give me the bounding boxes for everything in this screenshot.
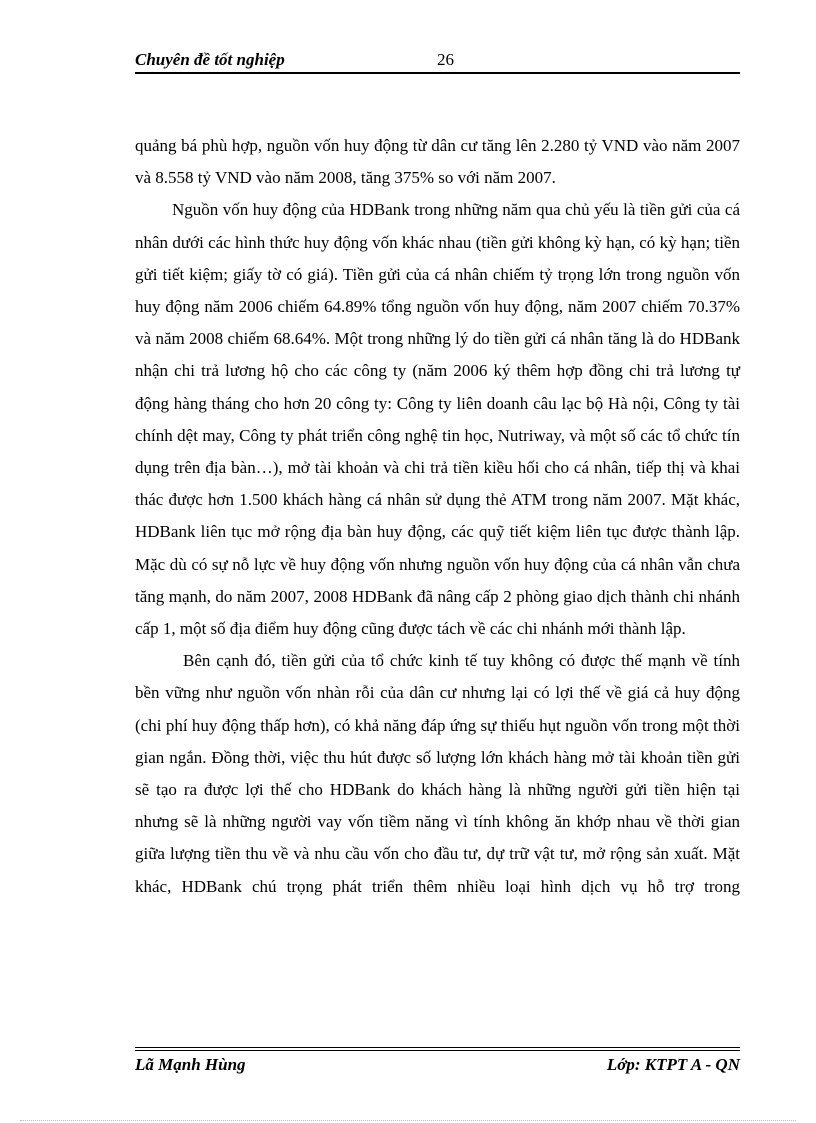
- footer-rule-top: [135, 1047, 740, 1048]
- footer-rule-bottom: [135, 1050, 740, 1051]
- paragraph-3: Bên cạnh đó, tiền gửi của tổ chức kinh tế tuy không có được thế mạnh về tính bền vững như nguồn vốn nhàn rỗi của dân cư nhưng lại có lợi thế về giá cả huy động (chi phí huy động thấp hơn), có khả năng đáp ứng sự thiếu hụt nguồn vốn trong một thời gian ngắn. Đồng thời, việc thu hút được số lượng lớn khách hàng mở tài khoản tiền gửi sẽ tạo ra được lợi thế cho HDBank do khách hàng là những người gửi tiền hiện tại nhưng sẽ là những người vay vốn tiềm năng vì tính không ăn khớp nhau về thời gian giữa lượng tiền thu về và nhu cầu vốn cho đầu tư, dự trữ vật tư, mở rộng sản xuất. Mặt khác, HDBank chú trọng phát triển thêm nhiều loại hình dịch vụ hỗ trợ trong: [135, 651, 740, 896]
- paragraph-2: Nguồn vốn huy động của HDBank trong những năm qua chủ yếu là tiền gửi của cá nhân dưới các hình thức huy động vốn khác nhau (tiền gửi không kỳ hạn, có kỳ hạn; tiền gửi tiết kiệm; giấy tờ có giá). Tiền gửi của cá nhân chiếm tỷ trọng lớn trong nguồn vốn huy động năm 2006 chiếm 64.89% tổng nguồn vốn huy động, năm 2007 chiếm 70.37% và năm 2008 chiếm 68.64%. Một trong những lý do tiền gửi cá nhân tăng là do HDBank nhận chi trả lương hộ cho các công ty (năm 2006 ký thêm hợp đồng chi trả lương tự động hàng tháng cho hơn 20 công ty: Công ty liên doanh câu lạc bộ Hà nội, Công ty tài chính dệt may, Công ty phát triển công nghệ tin học, Nutriway, và một số các tổ chức tín dụng trên địa bàn…), mở tài khoản và chi trả tiền kiều hối cho cá nhân, tiếp thị và khai thác được hơn 1.500 khách hàng cá nhân sử dụng thẻ ATM trong năm 2007. Mặt khác, HDBank liên tục mở rộng địa bàn huy động, các quỹ tiết kiệm liên tục được thành lập. Mặc dù có sự nỗ lực về huy động vốn nhưng nguồn vốn huy động của cá nhân vẫn chưa tăng mạnh, do năm 2007, 2008 HDBank đã nâng cấp 2 phòng giao dịch thành chi nhánh cấp 1, một số địa điểm huy động cũng được tách về các chi nhánh mới thành lập.: [135, 200, 740, 639]
- page-edge-divider: [20, 1120, 796, 1121]
- footer-author: Lã Mạnh Hùng: [135, 1055, 246, 1074]
- page-number: 26: [437, 50, 454, 69]
- document-title: Chuyên đề tốt nghiệp: [135, 50, 285, 69]
- paragraph-1: quảng bá phù hợp, nguồn vốn huy động từ dân cư tăng lên 2.280 tỷ VND vào năm 2007 và 8.558 tỷ VND vào năm 2008, tăng 375% so với năm 2007.: [135, 136, 740, 188]
- footer-class: Lớp: KTPT A - QN: [606, 1055, 740, 1074]
- page-header: [135, 48, 740, 74]
- body-text: [135, 130, 740, 903]
